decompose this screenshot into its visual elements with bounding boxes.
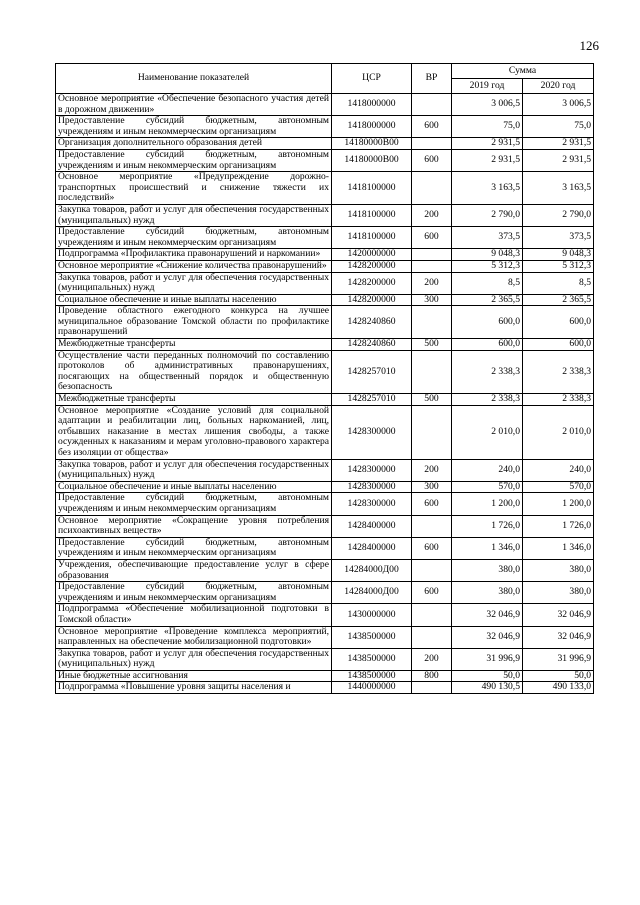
table-row	[56, 626, 594, 648]
row-csr: 1420000000	[332, 249, 412, 261]
row-vr: 300	[412, 294, 452, 306]
row-vr	[412, 172, 452, 205]
row-csr: 14180000В00	[332, 138, 412, 150]
table-row	[56, 350, 594, 393]
row-csr: 14284000Д00	[332, 559, 412, 581]
row-vr	[412, 94, 452, 116]
row-name: Закупка товаров, работ и услуг для обеспечения государственных (муниципальных) нужд	[56, 648, 332, 670]
row-name: Проведение областного ежегодного конкурса на лучшее муниципальное образование Томской области по профилактике правонарушений	[56, 306, 332, 339]
row-vr	[412, 350, 452, 393]
row-sum-2020: 570,0	[523, 481, 594, 493]
row-csr: 1428200000	[332, 294, 412, 306]
page-number: 126	[579, 38, 599, 53]
table-row	[56, 394, 594, 406]
row-sum-2020: 50,0	[523, 670, 594, 682]
row-name: Предоставление субсидий бюджетным, автономным учреждениям и иным некоммерческим организациям	[56, 149, 332, 171]
row-csr: 14180000В00	[332, 149, 412, 171]
row-sum-2020: 8,5	[523, 272, 594, 294]
table-row	[56, 481, 594, 493]
row-sum-2020: 600,0	[523, 339, 594, 351]
row-vr	[412, 626, 452, 648]
row-name: Подпрограмма «Обеспечение мобилизационной подготовки в Томской области»	[56, 604, 332, 626]
table-row	[56, 339, 594, 351]
table-row	[56, 172, 594, 205]
row-vr	[412, 138, 452, 150]
table-row	[56, 582, 594, 604]
row-sum-2020: 1 726,0	[523, 515, 594, 537]
row-csr: 1418100000	[332, 227, 412, 249]
row-vr	[412, 559, 452, 581]
row-sum-2019: 600,0	[452, 306, 523, 339]
row-sum-2019: 1 726,0	[452, 515, 523, 537]
row-csr: 1428300000	[332, 459, 412, 481]
row-name: Основное мероприятие «Проведение комплекса мероприятий, направленных на обеспечение мобилизационной подготовки»	[56, 626, 332, 648]
row-name: Учреждения, обеспечивающие предоставление услуг в сфере образования	[56, 559, 332, 581]
row-sum-2020: 32 046,9	[523, 604, 594, 626]
row-csr: 1428257010	[332, 350, 412, 393]
row-name: Основное мероприятие «Обеспечение безопасного участия детей в дорожном движении»	[56, 94, 332, 116]
row-name: Закупка товаров, работ и услуг для обеспечения государственных (муниципальных) нужд	[56, 459, 332, 481]
row-sum-2020: 9 048,3	[523, 249, 594, 261]
row-vr: 200	[412, 204, 452, 226]
row-name: Подпрограмма «Профилактика правонарушений и наркомании»	[56, 249, 332, 261]
row-csr: 1438500000	[332, 626, 412, 648]
budget-table	[55, 63, 594, 694]
row-csr: 1428300000	[332, 405, 412, 459]
row-csr: 1418100000	[332, 204, 412, 226]
row-sum-2019: 8,5	[452, 272, 523, 294]
row-name: Социальное обеспечение и иные выплаты населению	[56, 294, 332, 306]
header-2020: 2020 год	[523, 79, 594, 94]
row-name: Социальное обеспечение и иные выплаты населению	[56, 481, 332, 493]
table-row	[56, 670, 594, 682]
row-name: Основное мероприятие «Создание условий для социальной адаптации и реабилитации лиц, больных наркоманией, лиц, отбывших наказание в местах лишения свободы, а также осужденных к наказаниям и мерам уголовно-правового характера без изоляции от общества»	[56, 405, 332, 459]
row-name: Предоставление субсидий бюджетным, автономным учреждениям и иным некоммерческим организациям	[56, 116, 332, 138]
row-name: Закупка товаров, работ и услуг для обеспечения государственных (муниципальных) нужд	[56, 272, 332, 294]
table-body	[56, 94, 594, 694]
row-sum-2019: 75,0	[452, 116, 523, 138]
row-sum-2020: 2 790,0	[523, 204, 594, 226]
row-csr: 1418000000	[332, 116, 412, 138]
row-vr	[412, 260, 452, 272]
table-header	[56, 64, 594, 94]
row-sum-2020: 2 338,3	[523, 350, 594, 393]
row-vr	[412, 515, 452, 537]
table-row	[56, 537, 594, 559]
table-row	[56, 405, 594, 459]
row-vr: 300	[412, 481, 452, 493]
row-sum-2020: 32 046,9	[523, 626, 594, 648]
row-vr: 500	[412, 394, 452, 406]
row-sum-2019: 3 006,5	[452, 94, 523, 116]
row-name: Основное мероприятие «Предупреждение дорожно-транспортных происшествий и снижение тяжести их последствий»	[56, 172, 332, 205]
table-row	[56, 149, 594, 171]
header-name: Наименование показателей	[56, 64, 332, 94]
row-name: Основное мероприятие «Сокращение уровня потребления психоактивных веществ»	[56, 515, 332, 537]
table-row	[56, 559, 594, 581]
row-name: Организация дополнительного образования детей	[56, 138, 332, 150]
row-vr	[412, 306, 452, 339]
row-sum-2020: 2 338,3	[523, 394, 594, 406]
row-vr: 600	[412, 227, 452, 249]
row-vr	[412, 249, 452, 261]
row-sum-2019: 2 365,5	[452, 294, 523, 306]
header-csr: ЦСР	[332, 64, 412, 94]
row-sum-2020: 3 006,5	[523, 94, 594, 116]
row-sum-2019: 600,0	[452, 339, 523, 351]
row-csr: 1428240860	[332, 306, 412, 339]
row-sum-2020: 600,0	[523, 306, 594, 339]
row-name: Закупка товаров, работ и услуг для обеспечения государственных (муниципальных) нужд	[56, 204, 332, 226]
row-sum-2020: 380,0	[523, 559, 594, 581]
table-row	[56, 682, 594, 694]
row-vr: 200	[412, 272, 452, 294]
row-sum-2019: 1 200,0	[452, 493, 523, 515]
row-sum-2020: 75,0	[523, 116, 594, 138]
header-2019: 2019 год	[452, 79, 523, 94]
table-row	[56, 249, 594, 261]
row-vr: 600	[412, 116, 452, 138]
row-sum-2019: 32 046,9	[452, 626, 523, 648]
table-row	[56, 260, 594, 272]
row-sum-2020: 373,5	[523, 227, 594, 249]
table-row	[56, 227, 594, 249]
row-sum-2019: 31 996,9	[452, 648, 523, 670]
row-name: Предоставление субсидий бюджетным, автономным учреждениям и иным некоммерческим организациям	[56, 493, 332, 515]
row-sum-2020: 1 346,0	[523, 537, 594, 559]
row-csr: 1438500000	[332, 648, 412, 670]
row-sum-2020: 2 931,5	[523, 138, 594, 150]
row-name: Подпрограмма «Повышение уровня защиты населения и	[56, 682, 332, 694]
table-row	[56, 604, 594, 626]
row-vr: 600	[412, 149, 452, 171]
row-sum-2019: 2 338,3	[452, 350, 523, 393]
row-vr	[412, 604, 452, 626]
row-csr: 1428300000	[332, 481, 412, 493]
row-vr: 500	[412, 339, 452, 351]
row-csr: 1440000000	[332, 682, 412, 694]
row-sum-2019: 380,0	[452, 559, 523, 581]
row-name: Предоставление субсидий бюджетным, автономным учреждениям и иным некоммерческим организациям	[56, 537, 332, 559]
row-csr: 1418100000	[332, 172, 412, 205]
row-vr: 200	[412, 648, 452, 670]
row-sum-2020: 490 133,0	[523, 682, 594, 694]
row-sum-2019: 2 790,0	[452, 204, 523, 226]
row-sum-2019: 2 931,5	[452, 138, 523, 150]
row-sum-2019: 2 931,5	[452, 149, 523, 171]
table-row	[56, 116, 594, 138]
row-sum-2019: 32 046,9	[452, 604, 523, 626]
row-vr: 800	[412, 670, 452, 682]
row-name: Иные бюджетные ассигнования	[56, 670, 332, 682]
row-csr: 14284000Д00	[332, 582, 412, 604]
row-vr	[412, 405, 452, 459]
row-sum-2020: 2 365,5	[523, 294, 594, 306]
row-csr: 1428200000	[332, 272, 412, 294]
row-sum-2019: 570,0	[452, 481, 523, 493]
row-sum-2019: 490 130,5	[452, 682, 523, 694]
row-sum-2019: 2 338,3	[452, 394, 523, 406]
row-name: Основное мероприятие «Снижение количества правонарушений»	[56, 260, 332, 272]
row-sum-2019: 5 312,3	[452, 260, 523, 272]
row-vr	[412, 682, 452, 694]
row-sum-2020: 2 931,5	[523, 149, 594, 171]
row-sum-2019: 1 346,0	[452, 537, 523, 559]
row-sum-2020: 3 163,5	[523, 172, 594, 205]
row-sum-2020: 240,0	[523, 459, 594, 481]
row-csr: 1438500000	[332, 670, 412, 682]
row-csr: 1428300000	[332, 493, 412, 515]
row-sum-2020: 2 010,0	[523, 405, 594, 459]
table-row	[56, 306, 594, 339]
row-csr: 1428257010	[332, 394, 412, 406]
table-row	[56, 294, 594, 306]
table-row	[56, 648, 594, 670]
row-name: Межбюджетные трансферты	[56, 339, 332, 351]
row-vr: 600	[412, 493, 452, 515]
row-sum-2020: 380,0	[523, 582, 594, 604]
table-row	[56, 138, 594, 150]
row-name: Предоставление субсидий бюджетным, автономным учреждениям и иным некоммерческим организациям	[56, 582, 332, 604]
header-vr: ВР	[412, 64, 452, 94]
row-name: Предоставление субсидий бюджетным, автономным учреждениям и иным некоммерческим организациям	[56, 227, 332, 249]
row-name: Осуществление части переданных полномочий по составлению протоколов об административных правонарушениях, посягающих на общественный порядок и общественную безопасность	[56, 350, 332, 393]
header-sum: Сумма	[452, 64, 594, 79]
row-sum-2020: 1 200,0	[523, 493, 594, 515]
row-sum-2019: 3 163,5	[452, 172, 523, 205]
row-name: Межбюджетные трансферты	[56, 394, 332, 406]
row-csr: 1428200000	[332, 260, 412, 272]
table-row	[56, 94, 594, 116]
row-vr: 600	[412, 537, 452, 559]
row-sum-2020: 5 312,3	[523, 260, 594, 272]
row-csr: 1430000000	[332, 604, 412, 626]
table-row	[56, 204, 594, 226]
row-sum-2019: 9 048,3	[452, 249, 523, 261]
row-sum-2020: 31 996,9	[523, 648, 594, 670]
row-csr: 1418000000	[332, 94, 412, 116]
table-row	[56, 515, 594, 537]
row-vr: 200	[412, 459, 452, 481]
row-csr: 1428240860	[332, 339, 412, 351]
row-sum-2019: 380,0	[452, 582, 523, 604]
table-row	[56, 459, 594, 481]
row-csr: 1428400000	[332, 515, 412, 537]
row-sum-2019: 2 010,0	[452, 405, 523, 459]
row-csr: 1428400000	[332, 537, 412, 559]
table-row	[56, 272, 594, 294]
table-row	[56, 493, 594, 515]
row-sum-2019: 240,0	[452, 459, 523, 481]
row-vr: 600	[412, 582, 452, 604]
row-sum-2019: 50,0	[452, 670, 523, 682]
row-sum-2019: 373,5	[452, 227, 523, 249]
